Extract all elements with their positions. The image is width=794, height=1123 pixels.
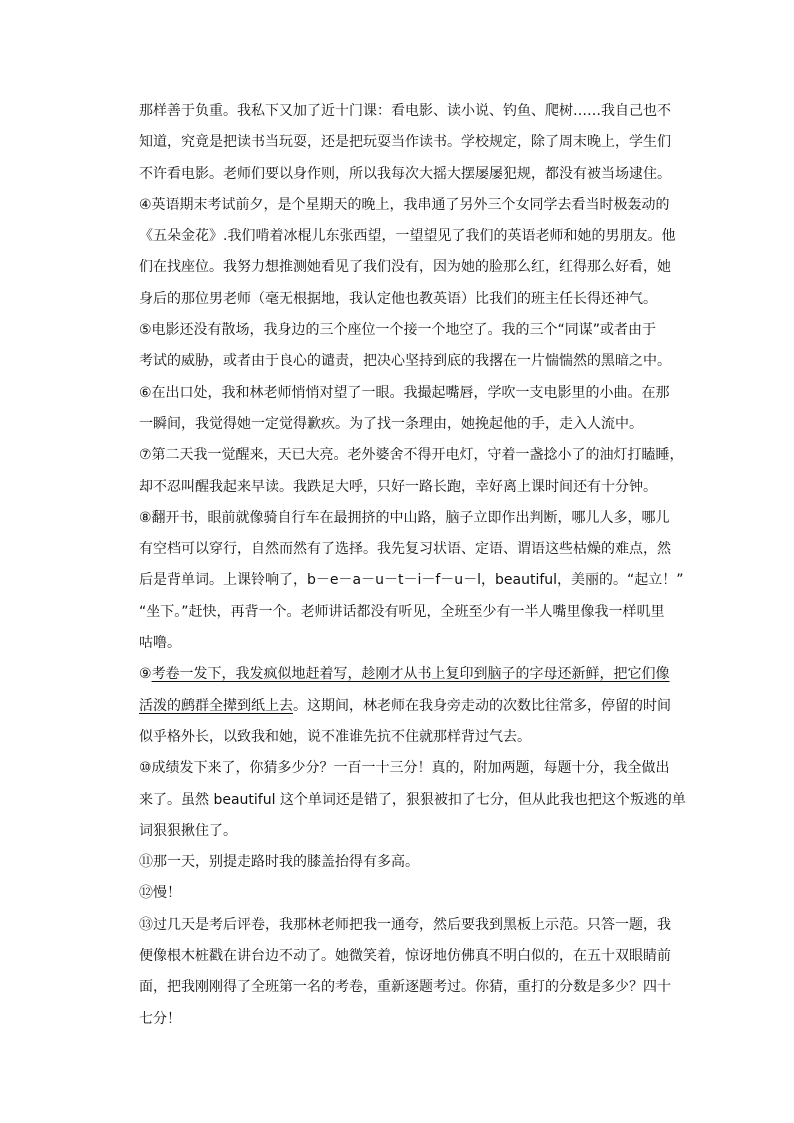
- text-line: “坐下。”赶快，再背一个。老师讲话都没有听见，全班至少有一半人嘴里像我一样叽里: [139, 603, 665, 620]
- text-line: 咕噜。: [139, 635, 181, 652]
- paragraph-6-line: ⑥在出口处，我和林老师悄悄对望了一眼。我撮起嘴唇，学吹一支电影里的小曲。在那: [139, 384, 670, 401]
- paragraph-5-line: ⑤电影还没有散场，我身边的三个座位一个接一个地空了。我的三个“同谋”或者由于: [139, 322, 657, 339]
- text-line: 似乎格外长，以致我和她，说不准谁先抗不住就那样背过气去。: [139, 728, 531, 745]
- paragraph-13-line: ⑬过几天是考后评卷，我那林老师把我一通夸，然后要我到黑板上示范。只答一题，我: [139, 916, 671, 933]
- text-line: 那样善于负重。我私下又加了近十门课：看电影、读小说、钓鱼、爬树……我自己也不: [139, 103, 671, 119]
- paragraph-number: ⑨: [139, 666, 152, 683]
- text-line: 词狠狠揪住了。: [139, 822, 237, 839]
- paragraph-12-line: ⑫慢！: [139, 885, 181, 902]
- text-line: [139, 691, 669, 722]
- paragraph-9-line: [139, 659, 669, 690]
- plain-text: 。这期间，林老师在我身旁走动的次数比往常多，停留的时间: [293, 697, 671, 714]
- paragraph-10-line: ⑩成绩发下来了，你猜多少分？一百一十三分！真的，附加两题，每题十分，我全做出: [139, 760, 670, 777]
- text-line: 后是背单词。上课铃响了，b－e－a－u－t－i－f－u－l，beautiful，美丽的。“起立！”: [139, 572, 684, 589]
- text-line: 们在找座位。我努力想推测她看见了我们没有，因为她的脸那么红，红得那么好看，她: [139, 259, 671, 276]
- paragraph-4-line: ④英语期末考试前夕，是个星期天的晚上，我串通了另外三个女同学去看当时极轰动的: [139, 196, 670, 213]
- text-line: 七分！: [139, 1010, 181, 1027]
- paragraph-7-line: ⑦第二天我一觉醒来，天已大亮。老外婆舍不得开电灯，守着一盏捻小了的油灯打瞌睡，: [139, 447, 684, 464]
- text-line: 考试的威胁，或者由于良心的谴责，把决心坚持到底的我撂在一片惴惴然的黑暗之中。: [139, 353, 671, 370]
- text-line: 便像根木桩戳在讲台边不动了。她微笑着，惊讶地仿佛真不明白似的，在五十双眼睛前: [139, 948, 671, 965]
- underlined-text: 考卷一发下，我发疯似地赶着写，趁刚才从书上复印到脑子的字母还新鲜，把它们像: [151, 666, 670, 683]
- text-line: 却不忍叫醒我起来早读。我跌足大呼，只好一路长跑，幸好离上课时间还有十分钟。: [139, 478, 657, 495]
- text-line: 面，把我刚刚得了全班第一名的考卷，重新逐题考过。你猜，重打的分数是多少？四十: [139, 979, 671, 996]
- text-line: 来了。虽然 beautiful 这个单词还是错了，狠狠被扣了七分，但从此我也把这个叛逃的单: [139, 791, 686, 808]
- text-line: 知道，究竟是把读书当玩耍，还是把玩耍当作读书。学校规定，除了周末晚上，学生们: [139, 134, 671, 151]
- paragraph-11-line: ⑪那一天，别提走路时我的膝盖抬得有多高。: [139, 854, 419, 871]
- underlined-text: 活泼的鹧群全撵到纸上去: [139, 697, 293, 714]
- paragraph-8-line: ⑧翻开书，眼前就像骑自行车在最拥挤的中山路，脑子立即作出判断，哪儿人多，哪儿: [139, 509, 670, 526]
- text-line: 不许看电影。老师们要以身作则，所以我每次大摇大摆屡屡犯规，都没有被当场逮住。: [139, 165, 671, 182]
- essay-body: [139, 96, 686, 1035]
- text-line: 身后的那位男老师（毫无根据地，我认定他也教英语）比我们的班主任长得还神气。: [139, 290, 657, 307]
- text-line: 一瞬间，我觉得她一定觉得歉疚。为了找一条理由，她挽起他的手，走入人流中。: [139, 415, 643, 432]
- text-line: 有空档可以穿行，自然而然有了选择。我先复习状语、定语、谓语这些枯燥的难点，然: [139, 541, 671, 558]
- text-line: 《五朵金花》.我们啃着冰棍儿东张西望，一望望见了我们的英语老师和她的男朋友。他: [139, 228, 676, 245]
